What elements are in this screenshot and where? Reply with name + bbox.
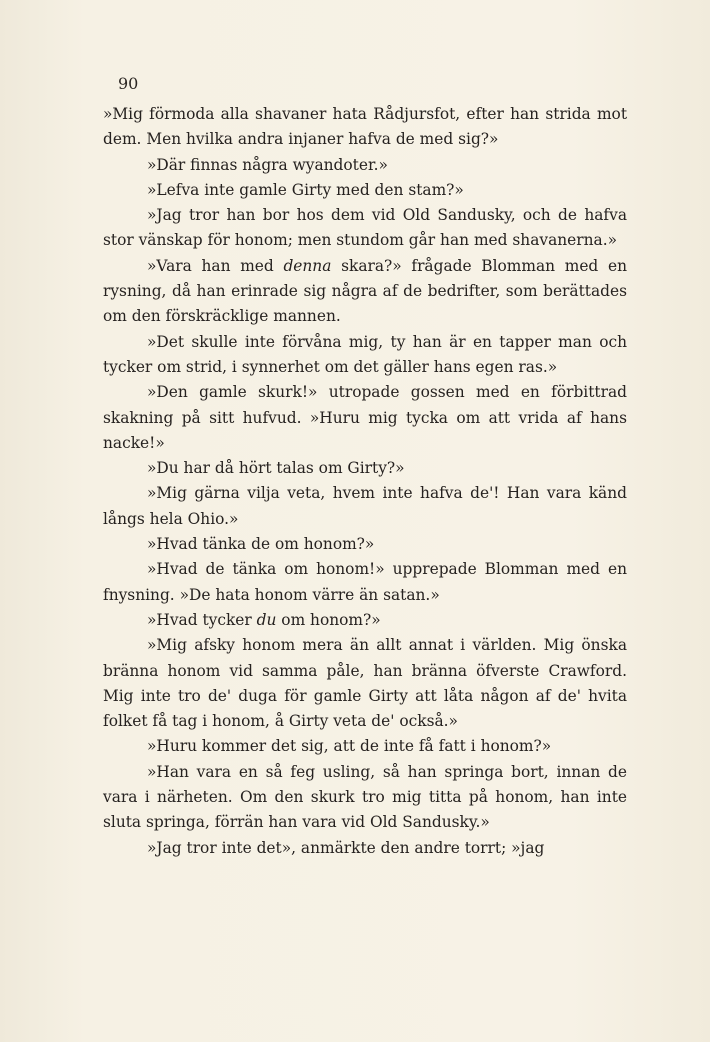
paragraph: »Hvad de tänka om honom!» upprepade Blomman med en fnysning. »De hata honom värre än satan.» <box>103 560 627 604</box>
paragraph: »Där finnas några wyandoter.» <box>147 155 388 174</box>
emphasis: du <box>256 610 277 629</box>
paragraph: »Han vara en så feg usling, så han springa bort, innan de vara i närheten. Om den skurk tro mig titta på honom, han inte sluta springa, förrän han vara vid Old Sandusky.» <box>103 762 627 832</box>
paragraph: »Mig förmoda alla shavaner hata Rådjursfot, efter han strida mot dem. Men hvilka andra injaner hafva de med sig?» <box>103 105 627 149</box>
paragraph: »Den gamle skurk!» utropade gossen med en förbittrad skakning på sitt hufvud. »Huru mig tycka om att vrida af hans nacke!» <box>103 383 627 452</box>
paragraph: »Mig gärna vilja veta, hvem inte hafva de'! Han vara känd långs hela Ohio.» <box>103 484 627 528</box>
paragraph: »Mig afsky honom mera än allt annat i världen. Mig önska bränna honom vid samma påle, han bränna öfverste Crawford. Mig inte tro de' duga för gamle Girty att låta någon af de' hvita folket få tag i honom, å Girty veta de' också.» <box>103 636 627 731</box>
paragraph: »Jag tror han bor hos dem vid Old Sandusky, och de hafva stor vänskap för honom; men stundom går han med shavanerna.» <box>103 206 627 250</box>
paragraph: »Vara han med denna skara?» frågade Blomman med en rysning, då han erinrade sig några af de bedrifter, som berättades om den förskräcklige mannen. <box>103 256 627 326</box>
emphasis: denna <box>283 256 332 275</box>
page-number: 90 <box>118 74 139 93</box>
body-text <box>103 102 627 861</box>
paragraph: »Hvad tänka de om honom?» <box>147 535 375 554</box>
paragraph: »Du har då hört talas om Girty?» <box>147 459 405 478</box>
paragraph: »Det skulle inte förvåna mig, ty han är en tapper man och tycker om strid, i synnerhet om det gäller hans egen ras.» <box>103 332 627 376</box>
paragraph: »Hvad tycker du om honom?» <box>147 610 381 629</box>
paragraph: »Jag tror inte det», anmärkte den andre torrt; »jag <box>147 838 545 857</box>
paragraph: »Huru kommer det sig, att de inte få fatt i honom?» <box>147 737 552 756</box>
paragraph: »Lefva inte gamle Girty med den stam?» <box>147 180 464 199</box>
